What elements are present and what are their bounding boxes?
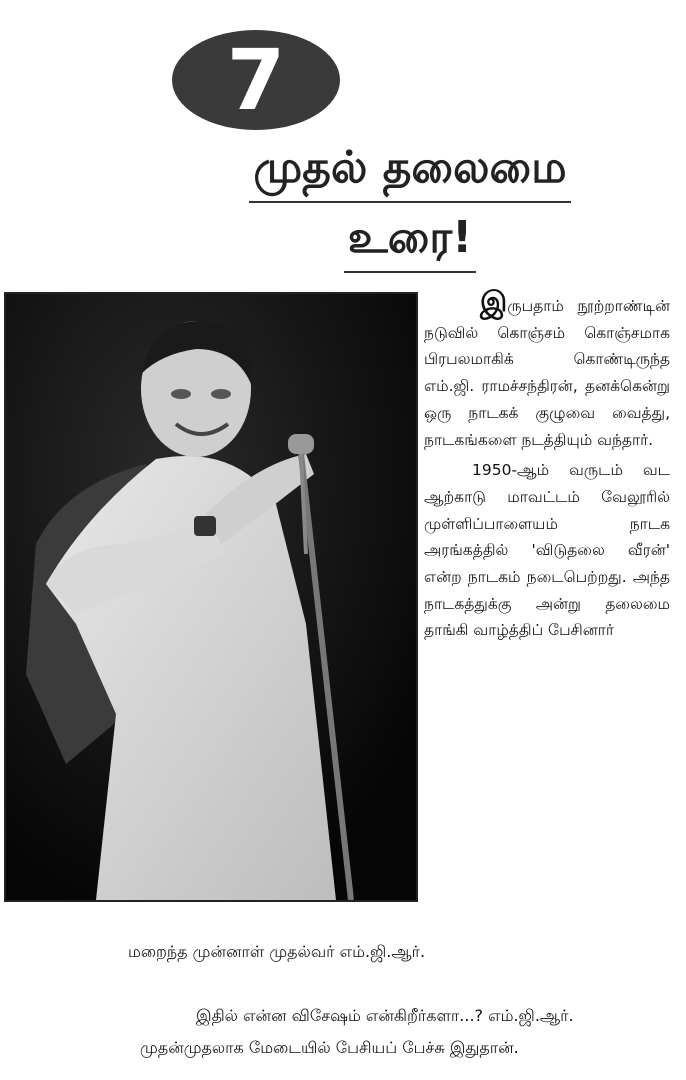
speaker-photo (4, 292, 418, 902)
chapter-title-line-1: முதல் தலைமை (150, 142, 670, 203)
chapter-title-line-2: உரை! (150, 212, 670, 273)
chapter-number: 7 (226, 31, 286, 129)
first-column-text (424, 285, 670, 644)
paragraph-1: இருபதாம் நூற்றாண்டின் நடுவில் கொஞ்சம் கொஞ்சமாக பிரபலமாகிக் கொண்டிருந்த எம்.ஜி. ராமச்சந்திரன், தனக்கென்று ஒரு நாடகக் குழுவை வைத்து, நாடகங்களை நடத்தியும் வந்தார். (424, 285, 670, 449)
paragraph-3: இதில் என்ன விசேஷம் என்கிறீர்களா...? எம்.ஜி.ஆர். முதன்முதலாக மேடையில் பேசியப் பேச்சு இதுதான். (140, 1006, 574, 1057)
chapter-number-badge (172, 30, 340, 130)
paragraph-2-end: மறைந்த முன்னாள் முதல்வர் எம்.ஜி.ஆர். (128, 942, 426, 961)
speaker-photo-illustration (6, 294, 416, 900)
drop-cap: இ (480, 285, 508, 318)
paragraph-3-block (140, 1000, 674, 1064)
paragraph-2: 1950-ஆம் வருடம் வட ஆற்காடு மாவட்டம் வேலூரில் முள்ளிப்பாளையம் நாடக அரங்கத்தில் 'விடுதலை வீரன்' என்ற நாடகம் நடைபெற்றது. அந்த நாடகத்துக்கு அன்று தலைமை தாங்கி வாழ்த்திப் பேசினார் (424, 461, 670, 640)
